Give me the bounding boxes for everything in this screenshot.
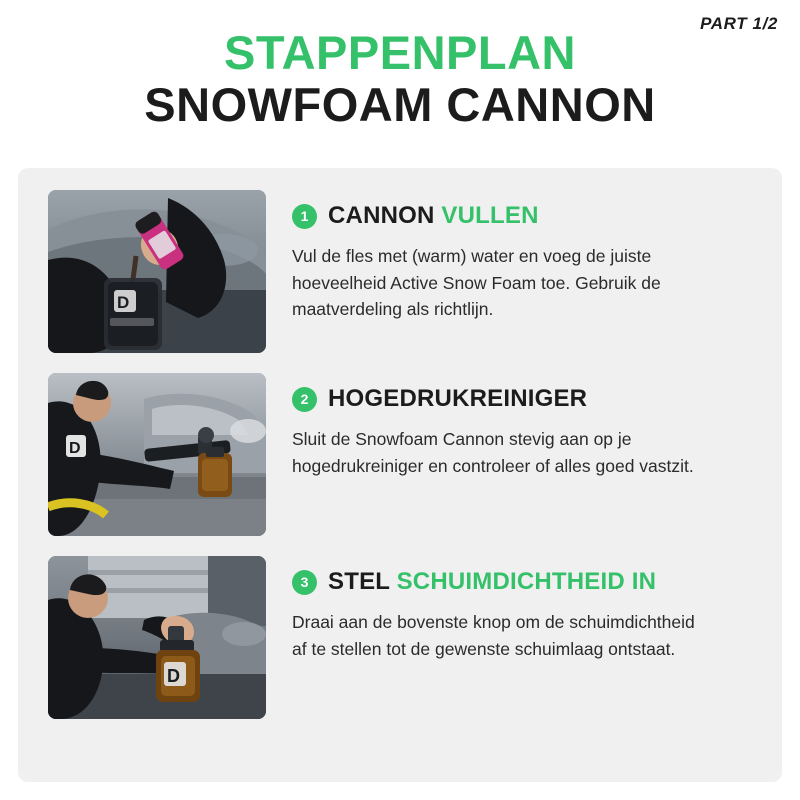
step-2-title-plain: HOGEDRUKREINIGER [328,385,588,412]
svg-text:D: D [167,666,180,686]
step-item [48,556,758,719]
title-line-2: SNOWFOAM CANNON [144,77,656,131]
part-label: PART 1/2 [700,14,778,33]
step-3-title-plain: STEL [328,568,397,595]
step-1-photo [48,190,266,353]
step-item [48,373,758,536]
step-1-number-badge: 1 [292,204,317,229]
step-item [48,190,758,353]
step-2-number-badge: 2 [292,387,317,412]
steps-list [18,168,782,741]
step-2-photo [48,373,266,536]
step-3-title [328,568,656,596]
step-1-description: Vul de fles met (warm) water en voeg de juiste hoeveelheid Active Snow Foam toe. Gebruik de maatverdeling als richtlijn. [292,246,661,320]
step-3-heading [292,568,758,596]
step-1-heading [292,202,758,230]
step-3-number-badge: 3 [292,570,317,595]
title-line-1: STAPPENPLAN [224,26,576,79]
step-1-title-plain: CANNON [328,202,442,229]
step-3-description: Draai aan de bovenste knop om de schuimdichtheid af te stellen tot de gewenste schuimlaag ontstaat. [292,612,695,659]
step-1-body [292,190,758,323]
step-2-description: Sluit de Snowfoam Cannon stevig aan op je hogedrukreiniger en controleer of alles goed vastzit. [292,429,694,476]
step-2-title [328,385,587,413]
step-1-title [328,202,539,230]
svg-text:D: D [117,293,130,312]
svg-text:D: D [69,440,81,457]
step-3-body [292,556,758,662]
step-3-photo [48,556,266,719]
page-title [0,0,800,131]
step-1-title-accent: VULLEN [441,202,539,229]
step-3-title-accent: SCHUIMDICHTHEID IN [396,568,657,595]
step-2-body [292,373,758,479]
steps-card [18,168,782,782]
step-2-heading [292,385,758,413]
